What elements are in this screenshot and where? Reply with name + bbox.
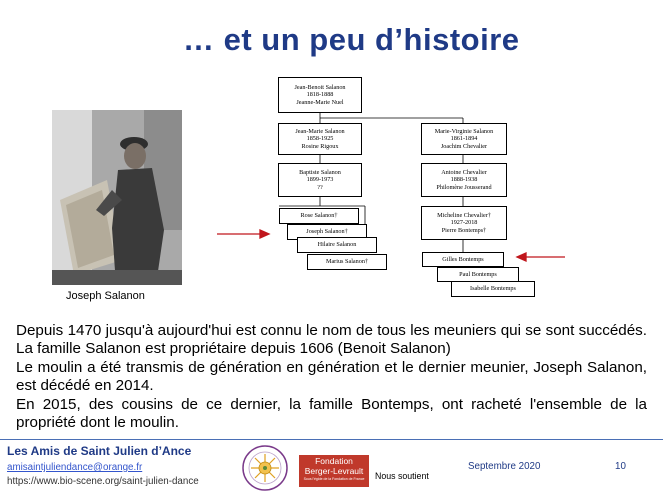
paragraph-2: Le moulin a été transmis de génération en génération et le dernier meunier, Joseph Salanon, est décédé en 2014. xyxy=(16,358,647,395)
miller-photo-illustration xyxy=(52,110,182,285)
miller-photo xyxy=(52,110,182,285)
photo-caption: Joseph Salanon xyxy=(66,290,145,302)
family-tree-connectors xyxy=(215,75,575,310)
node-name: Jean-Marie Salanon xyxy=(295,127,345,135)
tree-node-micheline xyxy=(421,206,507,240)
tree-node-root xyxy=(278,77,362,113)
sponsor-logo-tagline: Sous l'égide de la Fondation de France xyxy=(303,477,365,481)
node-dates: 1861-1894 xyxy=(450,135,478,143)
website-link[interactable]: https://www.bio-scene.org/saint-julien-dance xyxy=(7,476,199,487)
slide-date: Septembre 2020 xyxy=(468,461,541,472)
tree-node-antoine xyxy=(421,163,507,197)
node-spouse: Rosine Rigoux xyxy=(301,142,339,150)
node-name: Joseph Salanon† xyxy=(306,228,348,236)
tree-node-gilles xyxy=(422,252,504,267)
tree-node-paul xyxy=(437,267,519,282)
sponsor-text: Nous soutient xyxy=(375,471,429,481)
node-name: Marie-Virginie Salanon xyxy=(434,127,494,135)
association-seal-logo xyxy=(241,444,289,492)
sponsor-logo-line1: Fondation xyxy=(315,456,353,466)
family-tree xyxy=(215,75,575,310)
node-name: Gilles Bontemps xyxy=(442,255,484,263)
node-name: Isabelle Bontemps xyxy=(470,285,516,293)
node-name: Baptiste Salanon xyxy=(299,168,341,176)
slide-title: … et un peu d’histoire xyxy=(183,22,520,57)
node-spouse: ?? xyxy=(317,183,323,191)
node-name: Jean-Benoit Salanon xyxy=(294,83,346,91)
tree-node-hilaire xyxy=(297,237,377,253)
node-name: Hilaire Salanon xyxy=(317,241,357,249)
tree-node-marie-virginie xyxy=(421,123,507,155)
node-dates: 1927-2018 xyxy=(450,219,478,227)
sponsor-logo-line2: Berger-Levrault xyxy=(304,465,364,476)
node-spouse: Jeanne-Marie Nuel xyxy=(296,98,344,106)
node-name: Micheline Chevalier† xyxy=(437,211,491,219)
tree-node-rose xyxy=(279,208,359,224)
node-spouse: Pierre Bontemps† xyxy=(441,226,487,234)
sponsor-logo xyxy=(299,455,369,487)
node-name: Antoine Chevalier xyxy=(441,168,487,176)
page-number: 10 xyxy=(615,461,626,472)
node-name: Marius Salanon† xyxy=(325,258,369,266)
node-spouse: Philomène Jousserand xyxy=(436,183,492,191)
node-name: Rose Salanon† xyxy=(300,212,338,220)
tree-node-marius xyxy=(307,254,387,270)
tree-node-baptiste xyxy=(278,163,362,197)
node-dates: 1888-1938 xyxy=(450,176,478,184)
seal-icon xyxy=(241,444,289,492)
tree-node-isabelle xyxy=(451,281,535,297)
footer-divider xyxy=(0,439,663,440)
tree-node-jean-marie xyxy=(278,123,362,155)
node-spouse: Joachim Chevalier xyxy=(440,142,488,150)
email-link[interactable]: amisaintjuliendance@orange.fr xyxy=(7,462,143,473)
node-dates: 1858-1925 xyxy=(306,135,334,143)
paragraph-3: En 2015, des cousins de ce dernier, la famille Bontemps, ont racheté l'ensemble de la propriété dont le moulin. xyxy=(16,395,647,432)
node-dates: 1899-1973 xyxy=(306,176,334,184)
paragraph-1: Depuis 1470 jusqu'à aujourd'hui est connu le nom de tous les meuniers qui se sont succédés. La famille Salanon est propriétaire depuis 1606 (Benoit Salanon) xyxy=(16,322,647,358)
node-name: Paul Bontemps xyxy=(459,270,497,278)
node-dates: 1818-1888 xyxy=(306,91,334,99)
organization-name: Les Amis de Saint Julien d’Ance xyxy=(7,444,192,458)
history-text xyxy=(16,322,647,432)
